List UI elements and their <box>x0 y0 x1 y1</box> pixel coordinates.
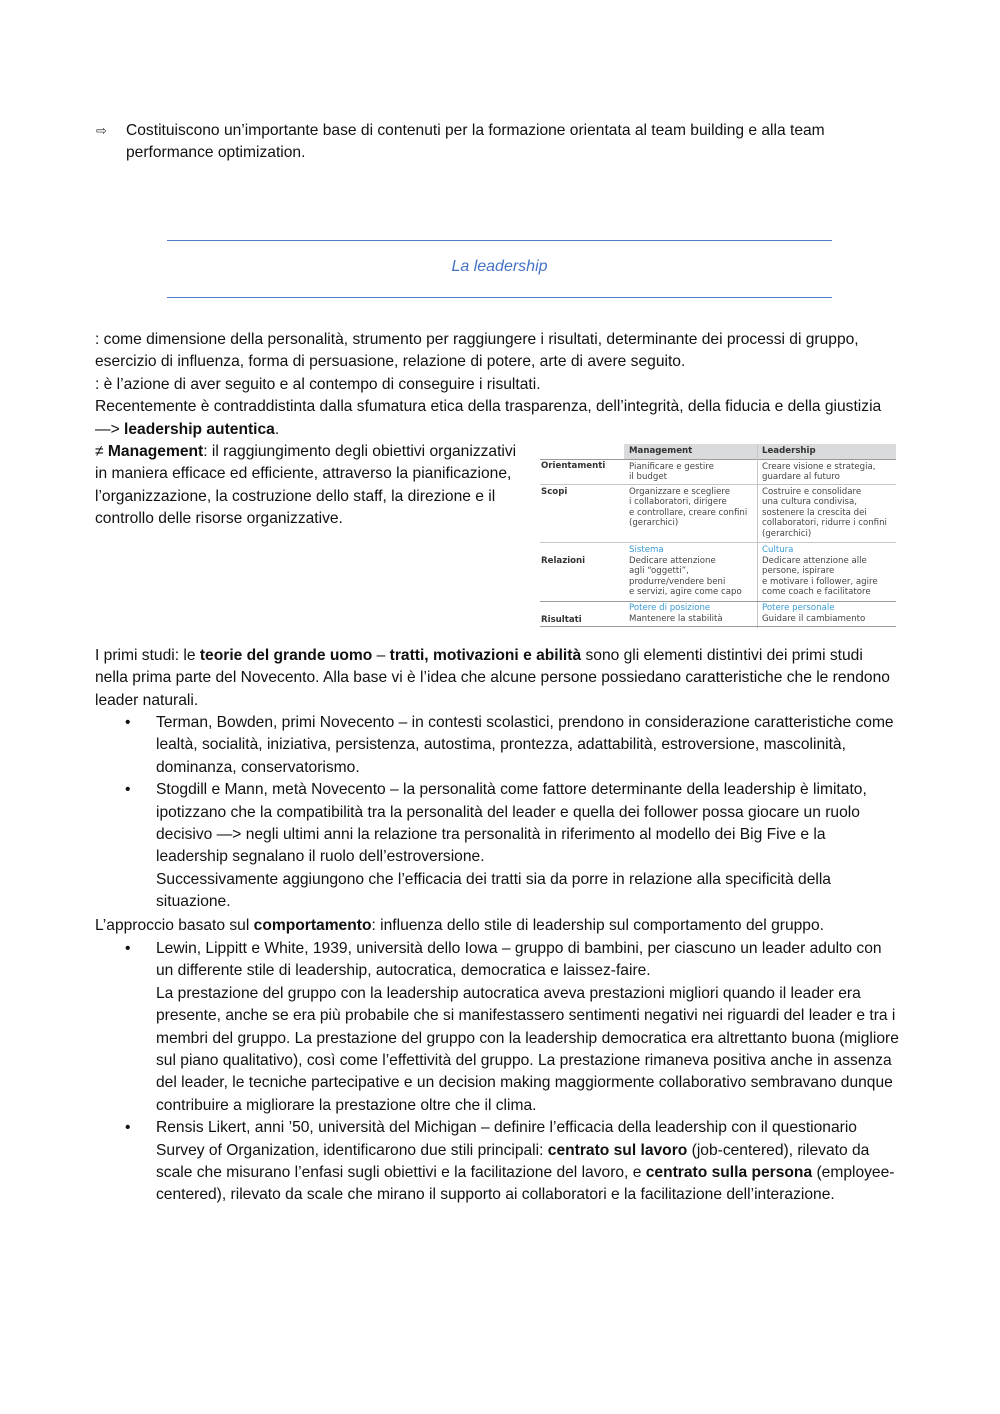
table-row-label: Relazioni <box>541 556 586 566</box>
definition-line-3 <box>95 396 890 441</box>
bullet-icon: • <box>125 714 131 731</box>
likert-text-mid: (job-centered), rilevato da scale che misurano l’enfasi sugli obiettivi e la facilitazione del lavoro, e <box>156 1141 870 1182</box>
table-col-management: Management <box>629 446 693 456</box>
heading-top-rule <box>167 240 832 241</box>
behaviour-bullet-list <box>95 938 900 1207</box>
employee-centered-term: centrato sulla persona <box>645 1164 813 1182</box>
table-cell-leadership: Creare visione e strategia, guardare al futuro <box>762 462 876 483</box>
table-col-leadership: Leadership <box>762 446 816 456</box>
list-item <box>95 712 900 779</box>
behaviour-text: L’approccio basato sul <box>95 917 254 934</box>
list-item <box>95 1117 900 1207</box>
list-item <box>95 938 900 1117</box>
table-row-label: Scopi <box>541 487 568 497</box>
table-cell-leadership-head: Potere personale <box>762 603 835 613</box>
early-studies-paragraph <box>95 645 895 712</box>
management-definition: : il raggiungimento degli obiettivi organizzativi in maniera efficace ed efficiente, attraverso la pianificazione, l’organizzazione, la costruzione dello staff, la direzione e il controllo delle risorse organizzative. <box>95 443 517 528</box>
table-cell-leadership-head: Cultura <box>762 545 794 555</box>
studies-text-end: sono gli elementi distintivi dei primi studi nella prima parte del Novecento. Alla base vi è l’idea che alcune persone possiedano caratteristiche che le rendono leader naturali. <box>95 647 890 709</box>
definition-line-3-text: Recentemente è contraddistinta dalla sfumatura etica della trasparenza, dell’integrità, della fiducia e della giustizia —> <box>95 398 882 438</box>
heading-bottom-rule <box>167 297 832 298</box>
list-item-text: Lewin, Lippitt e White, 1939, università dello Iowa – gruppo di bambini, per ciascuno un leader adulto con un differente stile di leadership, autocratica, democratica e laissez-faire. <box>156 940 882 980</box>
likert-text-end: (employee-centered), rilevato da scale che mirano il supporto ai collaboratori e la facilitazione dell’interazione. <box>156 1164 895 1204</box>
table-cell-management: Pianificare e gestire il budget <box>629 462 714 483</box>
table-cell-leadership: Costruire e consolidare una cultura condivisa, sostenere la crescita dei collaboratori, ridurre i confini (gerarchici) <box>762 487 887 539</box>
list-item-continuation: La prestazione del gruppo con la leadership autocratica aveva prestazioni migliori quando il leader era presente, anche se era più probabile che si manifestassero sentimenti negativi nei riguardi del leader e tra i membri del gruppo. La prestazione del gruppo con la leadership democratica era altrettanto buona (migliore sul piano qualitativo), così come l’effettività del gruppo. La prestazione rimaneva positiva anche in assenza del leader, le tecniche partecipative e un decision making maggiormente collaborativo sembravano dunque contribuire a migliorare la prestazione oltre che il clima. <box>156 984 899 1114</box>
table-row-label: Risultati <box>541 615 582 625</box>
great-man-term: teorie del grande uomo <box>199 647 373 664</box>
management-paragraph <box>95 441 525 531</box>
table-cell-management: Dedicare attenzione agli “oggetti”, produrre/vendere beni e servizi, agire come capo <box>629 556 742 598</box>
authentic-leadership-term: leadership autentica <box>124 420 275 438</box>
table-row-label: Orientamenti <box>541 461 606 471</box>
table-rule <box>540 459 896 460</box>
behaviour-text-end: : influenza dello stile di leadership sul comportamento del gruppo. <box>371 917 824 934</box>
definition-line-1: : come dimensione della personalità, strumento per raggiungere i risultati, determinante dei processi di gruppo, esercizio di influenza, forma di persuasione, relazione di potere, arte di avere seguito. <box>95 331 859 371</box>
section-heading: La leadership <box>451 258 548 275</box>
definition-line-3-end: . <box>274 420 280 438</box>
table-rule <box>540 626 896 627</box>
management-term: Management <box>107 443 204 460</box>
list-item-text: Stogdill e Mann, metà Novecento – la personalità come fattore determinante della leadership è limitato, ipotizzano che la compatibilità tra la personalità del leader e quella dei follower possa giocare un ruolo decisivo —> negli ultimi anni la relazione tra personalità in riferimento al modello dei Big Five e la leadership segnalano il ruolo dell’estroversione. <box>156 781 867 866</box>
traits-bullet-list <box>95 712 900 914</box>
bullet-icon: • <box>125 940 131 957</box>
table-cell-management-head: Sistema <box>629 545 664 555</box>
table-rule <box>540 542 896 543</box>
table-rule <box>540 601 896 602</box>
studies-dash: – <box>372 647 390 664</box>
table-cell-management: Mantenere la stabilità <box>629 614 723 624</box>
intro-bullet <box>96 120 896 165</box>
table-cell-leadership: Guidare il cambiamento <box>762 614 866 624</box>
arrow-bullet-icon: ⇨ <box>96 123 107 138</box>
bullet-icon: • <box>125 781 131 799</box>
behaviour-paragraph <box>95 915 900 937</box>
management-vs-leadership-table <box>540 444 896 628</box>
behaviour-term: comportamento <box>253 917 372 934</box>
studies-text: I primi studi: le <box>95 647 200 664</box>
table-cell-management-head: Potere di posizione <box>629 603 711 613</box>
bullet-icon: • <box>125 1119 131 1137</box>
list-item <box>95 779 900 913</box>
list-item-text <box>156 1117 900 1207</box>
definition-line-2: : è l’azione di aver seguito e al contempo di conseguire i risultati. <box>95 375 541 393</box>
intro-bullet-text: Costituiscono un’importante base di contenuti per la formazione orientata al team building e alla team performance optimization. <box>126 122 825 162</box>
table-rule <box>540 484 896 485</box>
not-equal-sign: ≠ <box>95 443 108 460</box>
traits-term: tratti, motivazioni e abilità <box>389 647 582 664</box>
table-cell-management: Organizzare e scegliere i collaboratori, dirigere e controllare, creare confini (gerarchici) <box>629 487 748 529</box>
job-centered-term: centrato sul lavoro <box>547 1141 688 1159</box>
definition-paragraph <box>95 329 890 441</box>
likert-text: Rensis Likert, anni ’50, università del Michigan – definire l’efficacia della leadership con il questionario Survey of Organization, identificarono due stili principali: <box>156 1119 857 1159</box>
list-item-text: Terman, Bowden, primi Novecento – in contesti scolastici, prendono in considerazione caratteristiche come lealtà, socialità, iniziativa, persistenza, autostima, prontezza, adattabilità, estroversione, mascolinità, dominanza, conservatorismo. <box>156 714 894 776</box>
list-item-continuation: Successivamente aggiungono che l’efficacia dei tratti sia da porre in relazione alla specificità della situazione. <box>156 870 831 911</box>
table-cell-leadership: Dedicare attenzione alle persone, ispirare e motivare i follower, agire come coach e facilitatore <box>762 556 878 598</box>
